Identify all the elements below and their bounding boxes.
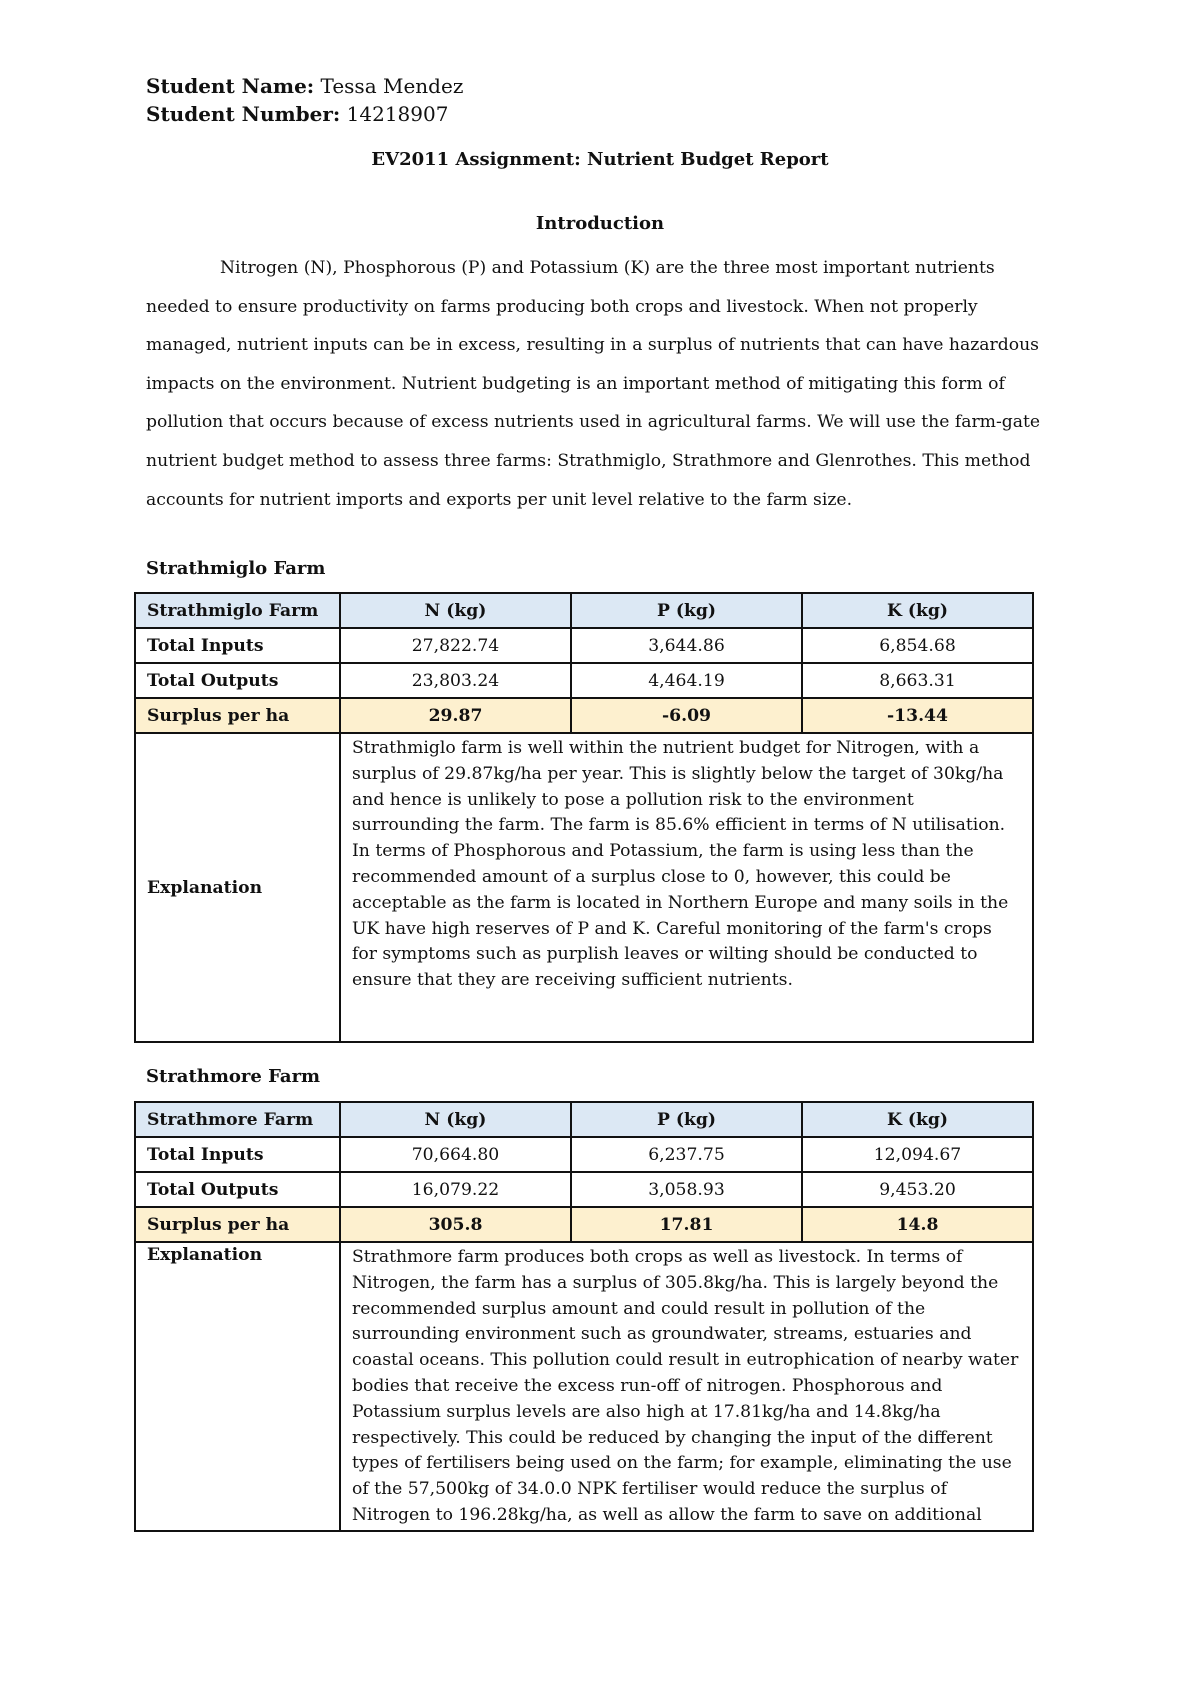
- header-cell-n: N (kg): [340, 593, 571, 628]
- student-number-value: 14218907: [346, 102, 449, 126]
- cell-k: 12,094.67: [802, 1137, 1033, 1172]
- cell-p: 3,058.93: [571, 1172, 802, 1207]
- row-label: Total Inputs: [135, 1137, 340, 1172]
- explanation-text: Strathmore farm produces both crops as well as livestock. In terms of Nitrogen, the farm has a surplus of 305.8kg/ha. This is largely beyond the recommended surplus amount and could result in pollution of the surrounding environment such as groundwater, streams, estuaries and coastal oceans. This pollution could result in eutrophication of nearby water bodies that receive the excess run-off of nitrogen. Phosphorous and Potassium surplus levels are also high at 17.81kg/ha and 14.8kg/ha respectively. This could be reduced by changing the input of the different types of fertilisers being used on the farm; for example, eliminating the use of the 57,500kg of 34.0.0 NPK fertiliser would reduce the surplus of Nitrogen to 196.28kg/ha, as well as allow the farm to save on additional: [352, 1247, 1019, 1525]
- header-cell-k: K (kg): [802, 1102, 1033, 1137]
- strathmiglo-section-heading: Strathmiglo Farm: [146, 558, 326, 579]
- row-label: Surplus per ha: [135, 698, 340, 733]
- cell-n: 29.87: [340, 698, 571, 733]
- cell-p: -6.09: [571, 698, 802, 733]
- table-header-row: [135, 1102, 1033, 1137]
- cell-k: 8,663.31: [802, 663, 1033, 698]
- cell-n: 305.8: [340, 1207, 571, 1242]
- document-title: EV2011 Assignment: Nutrient Budget Report: [371, 149, 829, 170]
- header-cell-farm: Strathmore Farm: [135, 1102, 340, 1137]
- total-outputs-row: [135, 1172, 1033, 1207]
- explanation-text: Strathmiglo farm is well within the nutrient budget for Nitrogen, with a surplus of 29.87kg/ha per year. This is slightly below the target of 30kg/ha and hence is unlikely to pose a pollution risk to the environment surrounding the farm. The farm is 85.6% efficient in terms of N utilisation. In terms of Phosphorous and Potassium, the farm is using less than the recommended amount of a surplus close to 0, however, this could be acceptable as the farm is located in Northern Europe and many soils in the UK have high reserves of P and K. Careful monitoring of the farm's crops for symptoms such as purplish leaves or wilting should be conducted to ensure that they are receiving sufficient nutrients.: [340, 733, 1033, 1042]
- surplus-row: [135, 698, 1033, 733]
- strathmiglo-nutrient-table: [134, 592, 1034, 1043]
- cell-k: -13.44: [802, 698, 1033, 733]
- cell-n: 23,803.24: [340, 663, 571, 698]
- table-header-row: [135, 593, 1033, 628]
- explanation-label: Explanation: [135, 1242, 340, 1531]
- cell-n: 16,079.22: [340, 1172, 571, 1207]
- strathmore-nutrient-table: [134, 1101, 1034, 1532]
- cell-p: 4,464.19: [571, 663, 802, 698]
- explanation-row: [135, 733, 1033, 1042]
- cell-p: 3,644.86: [571, 628, 802, 663]
- header-cell-n: N (kg): [340, 1102, 571, 1137]
- student-name-value: Tessa Mendez: [320, 74, 464, 98]
- student-name-line: [146, 73, 463, 99]
- strathmore-section-heading: Strathmore Farm: [146, 1066, 321, 1087]
- introduction-paragraph: Nitrogen (N), Phosphorous (P) and Potassium (K) are the three most important nutrients needed to ensure productivity on farms producing both crops and livestock. When not properly managed, nutrient inputs can be in excess, resulting in a surplus of nutrients that can have hazardous impacts on the environment. Nutrient budgeting is an important method of mitigating this form of pollution that occurs because of excess nutrients used in agricultural farms. We will use the farm-gate nutrient budget method to assess three farms: Strathmiglo, Strathmore and Glenrothes. This method accounts for nutrient imports and exports per unit level relative to the farm size.: [146, 258, 1041, 510]
- cell-p: 17.81: [571, 1207, 802, 1242]
- header-cell-farm: Strathmiglo Farm: [135, 593, 340, 628]
- row-label: Total Inputs: [135, 628, 340, 663]
- introduction-heading: Introduction: [535, 213, 665, 234]
- row-label: Total Outputs: [135, 663, 340, 698]
- explanation-label: Explanation: [135, 733, 340, 1042]
- header-cell-p: P (kg): [571, 1102, 802, 1137]
- total-inputs-row: [135, 628, 1033, 663]
- cell-p: 6,237.75: [571, 1137, 802, 1172]
- explanation-row: [135, 1242, 1033, 1531]
- header-cell-p: P (kg): [571, 593, 802, 628]
- row-label: Total Outputs: [135, 1172, 340, 1207]
- header-cell-k: K (kg): [802, 593, 1033, 628]
- student-name-label: Student Name:: [146, 74, 315, 98]
- cell-n: 27,822.74: [340, 628, 571, 663]
- cell-k: 9,453.20: [802, 1172, 1033, 1207]
- student-number-line: [146, 101, 448, 127]
- total-inputs-row: [135, 1137, 1033, 1172]
- total-outputs-row: [135, 663, 1033, 698]
- cell-k: 6,854.68: [802, 628, 1033, 663]
- explanation-cell: [340, 1242, 1033, 1531]
- student-number-label: Student Number:: [146, 102, 341, 126]
- row-label: Surplus per ha: [135, 1207, 340, 1242]
- cell-k: 14.8: [802, 1207, 1033, 1242]
- surplus-row: [135, 1207, 1033, 1242]
- cell-n: 70,664.80: [340, 1137, 571, 1172]
